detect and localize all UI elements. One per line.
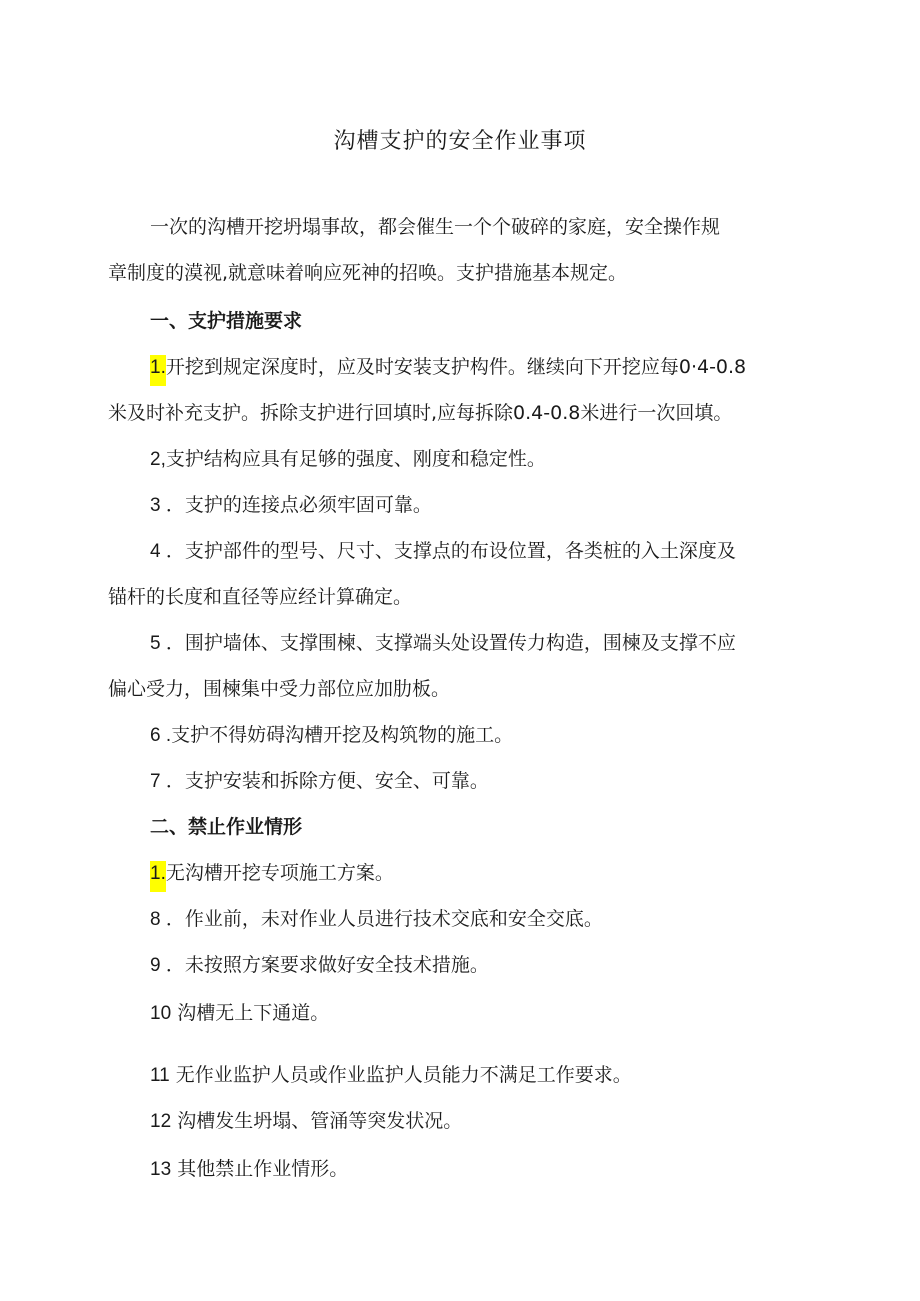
list-item-continuation: 米及时补充支护。拆除支护进行回填时,应每拆除0.4-0.8米进行一次回填。 xyxy=(108,402,733,424)
item-text: 支护安装和拆除方便、安全、可靠。 xyxy=(184,770,489,792)
document-title: 沟槽支护的安全作业事项 xyxy=(333,129,587,154)
list-item xyxy=(150,766,830,793)
item-number: 5 ． xyxy=(150,633,185,654)
item-text: 沟槽无上下通道。 xyxy=(177,1002,330,1024)
item-text: 其他禁止作业情形。 xyxy=(177,1158,349,1180)
item-number: 8 ． xyxy=(150,909,185,930)
section-1-heading: 一、支护措施要求 xyxy=(150,310,303,332)
list-item-continuation: 偏心受力，围楝集中受力部位应加肋板。 xyxy=(108,678,451,700)
item-text: 支护部件的型号、尺寸、支撑点的布设位置，各类桩的入土深度及 xyxy=(184,540,736,562)
item-number: 4 ． xyxy=(150,541,185,562)
item-number: 12 xyxy=(150,1111,172,1132)
item-number-highlighted: 1. xyxy=(150,861,166,892)
list-item xyxy=(150,950,830,977)
item-number: 9 ． xyxy=(150,955,185,976)
list-item xyxy=(150,1154,830,1181)
section-2-heading: 二、禁止作业情形 xyxy=(150,816,303,838)
list-item xyxy=(150,1106,830,1133)
item-text: 作业前，未对作业人员进行技术交底和安全交底。 xyxy=(184,908,603,930)
item-text: 围护墙体、支撑围楝、支撑端头处设置传力构造，围楝及支撑不应 xyxy=(184,632,736,654)
list-item xyxy=(150,444,830,471)
item-number: 6 . xyxy=(150,725,172,746)
item-number: 2, xyxy=(150,449,166,470)
intro-line-1: 一次的沟槽开挖坍塌事故，都会催生一个个破碎的家庭，安全操作规 xyxy=(150,216,721,238)
item-text: 支护结构应具有足够的强度、刚度和稳定性。 xyxy=(165,448,546,470)
item-text: 支护不得妨碍沟槽开挖及构筑物的施工。 xyxy=(171,724,514,746)
list-item xyxy=(150,998,830,1025)
list-item xyxy=(150,904,830,931)
item-text: 开挖到规定深度时，应及时安装支护构件。继续向下开挖应每0·4-0.8 xyxy=(165,356,747,378)
item-text: 未按照方案要求做好安全技术措施。 xyxy=(184,954,489,976)
item-number: 13 xyxy=(150,1159,172,1180)
item-text: 支护的连接点必须牢固可靠。 xyxy=(184,494,432,516)
intro-line-2: 章制度的漠视,就意味着响应死神的招唤。支护措施基本规定。 xyxy=(108,262,628,284)
list-item xyxy=(150,858,830,885)
list-item xyxy=(150,490,830,517)
list-item xyxy=(150,1060,830,1087)
list-item xyxy=(150,536,830,563)
item-number: 11 xyxy=(150,1065,170,1086)
item-text: 沟槽发生坍塌、管涌等突发状况。 xyxy=(177,1110,463,1132)
item-number-highlighted: 1. xyxy=(150,355,166,386)
list-item xyxy=(150,352,830,379)
item-text: 无沟槽开挖专项施工方案。 xyxy=(165,862,394,884)
list-item xyxy=(150,720,830,747)
item-text: 无作业监护人员或作业监护人员能力不满足工作要求。 xyxy=(175,1064,632,1086)
list-item-continuation: 锚杆的长度和直径等应经计算确定。 xyxy=(108,586,413,608)
item-number: 3 ． xyxy=(150,495,185,516)
item-number: 10 xyxy=(150,1003,172,1024)
list-item xyxy=(150,628,830,655)
item-number: 7 ． xyxy=(150,771,185,792)
